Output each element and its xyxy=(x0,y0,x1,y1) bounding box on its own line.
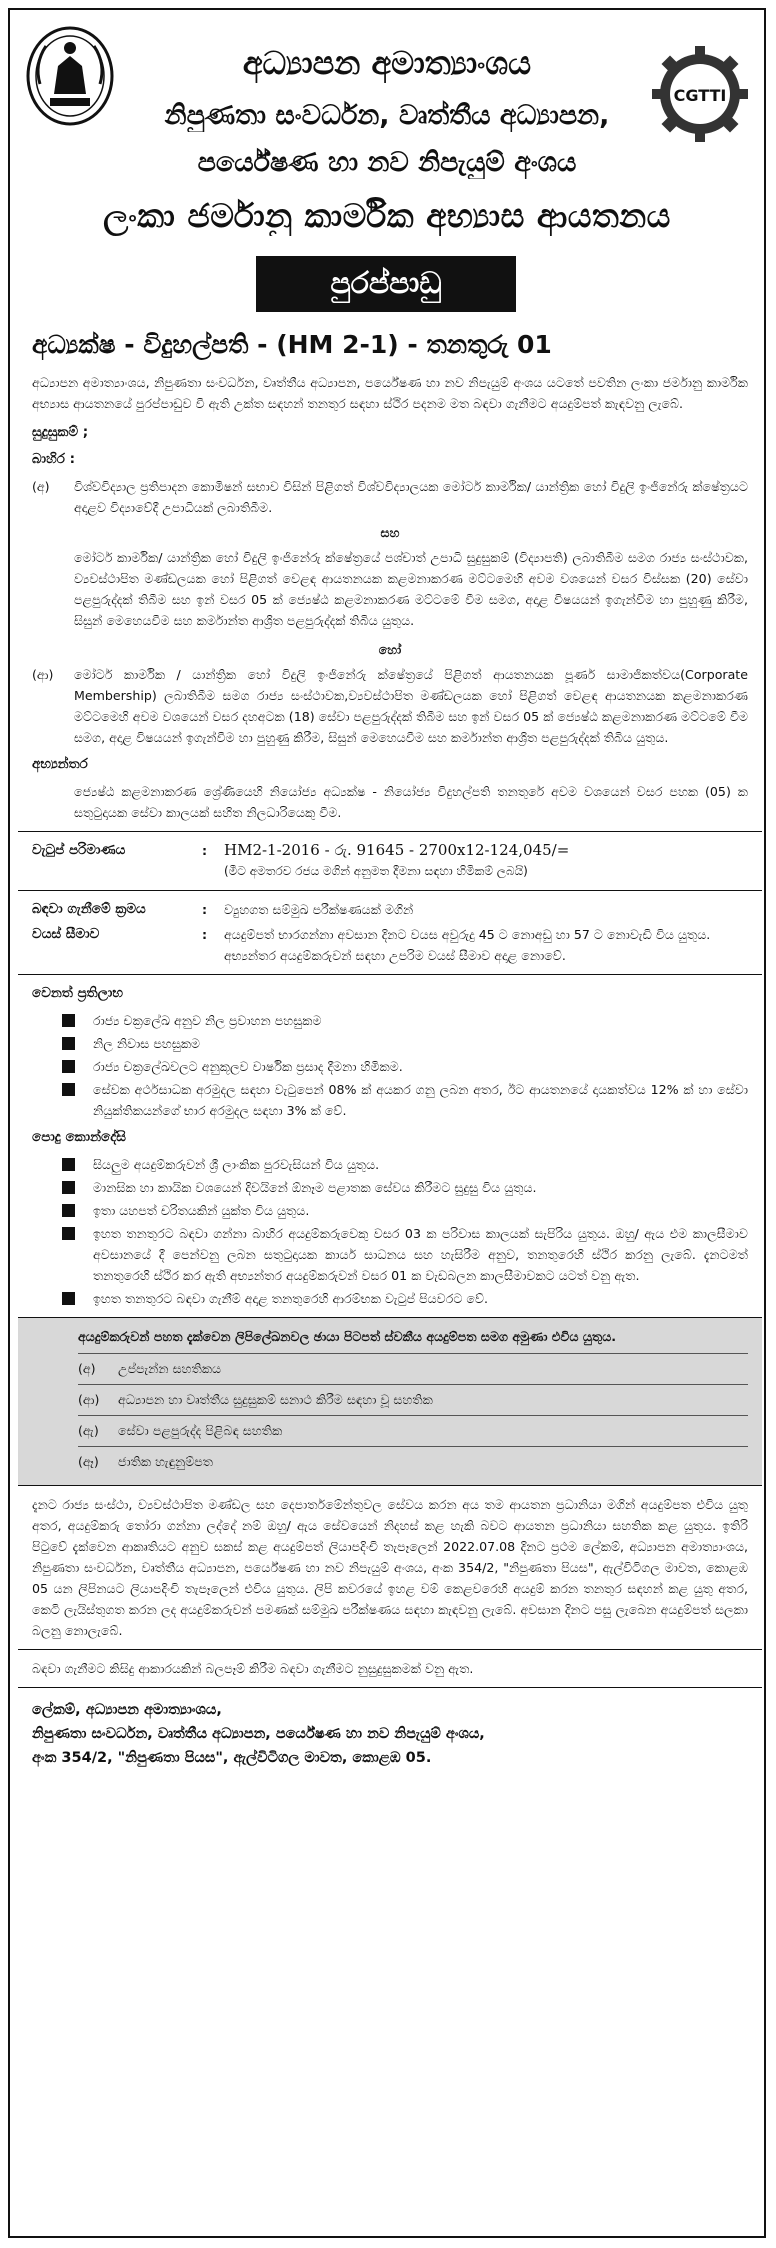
external-title: බාහිර : xyxy=(32,451,75,467)
list-item-text: සියලුම අයදුම්කරුවන් ශ්‍රී ලාංකික පුරවැසියන් විය යුතුය. xyxy=(93,1157,380,1172)
bullet-square-icon xyxy=(62,1158,75,1171)
ministry-heading: අධ්‍යාපන අමාත්‍යාංශය xyxy=(242,44,532,82)
document-text: අධ්‍යාපන හා වෘත්තීය සුදුසුකම් සනාථ කිරීම සඳහා වූ සහතික xyxy=(118,1392,433,1407)
list-item-text: රාජ්‍ය චක්‍රලේඛවලට අනුකූලව වාර්ෂික ප්‍රසාද දීමනා හිමිකම. xyxy=(93,1059,403,1074)
list-item-text: රාජ්‍ය චක්‍රලේඛ අනුව නිල ප්‍රවාහන පහසුකම xyxy=(93,1013,322,1028)
general-conditions-list xyxy=(32,1154,748,1309)
salary-label: වැටුප් පරිමාණය xyxy=(32,842,126,858)
signature-line: අංක 354/2, "නිපුණතා පියස", ඇල්විටිගල මාවත, කොළඹ 05. xyxy=(32,1750,432,1766)
salary-scale: HM2-1-2016 - රු. 91645 - 2700x12-124,045/= xyxy=(224,841,570,859)
divider xyxy=(18,1687,762,1688)
list-item-text: මානසික හා කායික වශයෙන් දිවයිනේ ඕනෑම පළාතක සේවය කිරීමට සුදුසු විය යුතුය. xyxy=(93,1180,537,1195)
qualification-marker: (අ) xyxy=(32,479,50,494)
document-text: ජාතික හැඳුනුම්පත xyxy=(118,1454,214,1469)
qualification-text: විශ්වවිද්‍යාල ප්‍රතිපාදන කොමිෂන් සභාව විසින් පිළිගත් විශ්වවිද්‍යාලයක මෝටර් කාර්මික/ යාන්ත්‍රික හෝ විදුලි ඉංජිනේරු ක්ෂේත්‍රයට අදාළව විද්‍යාවේදී උපාධියක් ලබාතිබීම. xyxy=(74,479,748,515)
list-item xyxy=(32,1056,748,1077)
salary-row xyxy=(32,840,748,882)
document-item xyxy=(78,1446,748,1477)
age-value: අයදුම්පත් භාරගන්නා අවසාන දිනට වයස අවුරුදු 45 ට නොඅඩු හා 57 ට නොවැඩි විය යුතුය. අභ්‍යන්තර අයදුම්කරුවන් සඳහා උපරිම වයස් සීමාව අදාළ නොවේ. xyxy=(224,927,711,963)
salary-note: (මීට අමතරව රජය මගින් අනුමත දීමනා සඳහා හිමිකම් ලබයි) xyxy=(224,864,528,878)
bullet-square-icon xyxy=(62,1181,75,1194)
benefits-title: වෙනත් ප්‍රතිලාභ xyxy=(32,985,123,1001)
list-item-text: ඉහත තනතුරට බඳවා ගැනීම් අදාළ තනතුරෙහි ආරම්භක වැටුප් පියවරට වේ. xyxy=(93,1291,489,1306)
intro-paragraph: අධ්‍යාපන අමාත්‍යාංශය, නිපුණතා සංවර්ධන, වෘත්තීය අධ්‍යාපන, පර්යේෂණ හා නව නිපැයුම් අංශය යටතේ පවතින ලංකා ජර්මානු කාර්මික අභ්‍යාස ආයතනයේ පුරප්පාඩුව වී ඇති උක්ත සඳහන් තනතුර සඳහා ස්ථිර පදනම මත බඳවා ගැනීමට අයදුම්පත් කැඳවනු ලැබේ. xyxy=(32,375,748,411)
warning-paragraph: බඳවා ගැනීමට කිසිදු ආකාරයකින් බලපෑම් කිරීම බඳවා ගැනීමට නුසුදුසුකමක් වනු ඇත. xyxy=(32,1661,474,1676)
bullet-square-icon xyxy=(62,1083,75,1096)
bullet-square-icon xyxy=(62,1060,75,1073)
document-marker: (ඇ) xyxy=(78,1423,99,1438)
signature-line: ලේකම්, අධ්‍යාපන අමාත්‍යාංශය, xyxy=(32,1702,222,1718)
joiner-and: සහ xyxy=(380,525,400,540)
internal-qualification-text: ජ්‍යෙෂ්ඨ කළමනාකරණ ශ්‍රේණියෙහි නියෝජ්‍ය අධ්‍යක්ෂ - නියෝජ්‍ය විදුහල්පති තනතුරේ අවම වශයෙන් වසර පහක (05) ක සතුටුදායක සේවා කාලයක් සහිත නිලධාරියෙකු වීම. xyxy=(74,784,748,820)
benefits-list xyxy=(32,1010,748,1121)
signature-block xyxy=(32,1698,748,1770)
general-conditions-title: පොදු කොන්දේසි xyxy=(32,1129,126,1145)
qualification-marker: (ආ) xyxy=(32,667,54,682)
divider xyxy=(18,974,762,975)
qualification-item-b xyxy=(32,664,748,748)
salary-colon: : xyxy=(202,843,208,858)
list-item-text: ඉතා යහපත් චරිතයකින් යුක්ත විය යුතුය. xyxy=(93,1203,310,1218)
advertisement-body xyxy=(32,372,748,1770)
documents-title: අයදුම්කරුවන් පහත දැක්වෙන ලිපිලේඛනවල ඡායා පිටපත් ස්වකීය අයදුම්පත සමග අමුණා එවිය යුතුය. xyxy=(78,1329,617,1344)
list-item xyxy=(32,1154,748,1175)
post-title: අධ්‍යක්ෂ - විදුහල්පති - (HM 2-1) - තනතුරු 01 xyxy=(32,330,552,359)
recruitment-row xyxy=(32,899,748,920)
list-item xyxy=(32,1177,748,1198)
divider xyxy=(18,831,762,832)
recruitment-value: ව්‍යුහගත සම්මුඛ පරීක්ෂණයක් මගින් xyxy=(224,902,414,917)
age-row xyxy=(32,924,748,966)
recruitment-colon: : xyxy=(202,902,208,917)
qualification-text: මෝටර් කාර්මික / යාන්ත්‍රික හෝ විදුලි ඉංජිනේරු ක්ෂේත්‍රයේ පිළිගත් ආයතනයක පූර්ණ සාමාජිකත්වය(Corporate Membership) ලබාතිබීම සමග රාජ්‍ය සංස්ථාවක,ව්‍යවස්ථාපිත මණ්ඩලයක හෝ පිළිගත් වෙළඳ ආයතනයක කළමනාකරණ මට්ටමෙහි අවම වශයෙන් වසර දහඅටක (18) සේවා පළපුරුද්දක් තිබීම සහ ඉන් වසර 05 ක් ජ්‍යෙෂ්ඨ කළමනාකරණ මට්ටමේ වීම සමග, අදාළ විෂයයන් ඉගැන්වීම හා පුහුණු කිරීම, සිසුන් මෙහෙයවීම සහ කර්මාන්ත ආශ්‍රිත පළපුරුද්දක් තිබිය යුතුය. xyxy=(74,667,748,745)
list-item-text: සේවක අර්ථසාධක අරමුදල සඳහා වැටුපෙන් 08% ක් අයකර ගනු ලබන අතර, ඊට ආයතනයේ දායකත්වය 12% ක් හා සේවා නියුක්තිකයන්ගේ භාර අරමුදල සඳහා 3% ක් වේ. xyxy=(93,1082,748,1118)
list-item xyxy=(32,1288,748,1309)
division-heading-line2: පර්යේෂණ හා නව නිපැයුම් අංශය xyxy=(197,147,577,178)
qualifications-title: සුදුසුකම් ; xyxy=(32,424,89,440)
bullet-square-icon xyxy=(62,1292,75,1305)
qualification-item-a-experience: මෝටර් කාර්මික/ යාන්ත්‍රික හෝ විදුලි ඉංජිනේරු ක්ෂේත්‍රයේ පශ්චාත් උපාධි සුදුසුකම් (විද්‍යාපති) ලබාතිබීම සමග රාජ්‍ය සංස්ථාවක, ව්‍යවස්ථාපිත මණ්ඩලයක හෝ පිළිගත් වෙළඳ ආයතනයක කළමනාකරණ මට්ටමෙහි අවම වශයෙන් වසර විස්සක (20) සේවා පළපුරුද්දක් තිබීම සහ ඉන් වසර 05 ක් ජ්‍යෙෂ්ඨ කළමනාකරණ මට්ටමේ වීම සමග, අදාළ විෂයයන් ඉගැන්වීම හා පුහුණු කිරීම, සිසුන් මෙහෙයවීම සහ කර්මාන්ත ආශ්‍රිත පළපුරුද්දක් තිබිය යුතුය. xyxy=(74,550,748,628)
divider xyxy=(18,1649,762,1650)
document-marker: (අ) xyxy=(78,1361,96,1376)
division-heading-line1: නිපුණතා සංවර්ධන, වෘත්තීය අධ්‍යාපන, xyxy=(164,100,610,131)
advertisement-frame xyxy=(8,8,766,2238)
bullet-square-icon xyxy=(62,1204,75,1217)
joiner-or: හෝ xyxy=(378,642,402,657)
bullet-square-icon xyxy=(62,1227,75,1240)
bullet-square-icon xyxy=(62,1014,75,1027)
signature-line: නිපුණතා සංවර්ධන, වෘත්තීය අධ්‍යාපන, පර්යේෂණ හා නව නිපැයුම් අංශය, xyxy=(32,1726,485,1742)
institute-heading: ලංකා ජර්මානු කාර්මික අභ්‍යාස ආයතනය xyxy=(103,196,671,235)
divider xyxy=(18,890,762,891)
list-item xyxy=(32,1223,748,1286)
document-text: සේවා පළපුරුද්ද පිළිබඳ සහතික xyxy=(118,1423,283,1438)
recruitment-label: බඳවා ගැනීමේ ක්‍රමය xyxy=(32,901,146,917)
list-item xyxy=(32,1079,748,1121)
document-item xyxy=(78,1415,748,1446)
header xyxy=(10,10,764,235)
list-item-text: ඉහත තනතුරට බඳවා ගන්නා බාහිර අයදුම්කරුවෙකු වසර 03 ක පරිවාස කාලයක් සැපිරිය යුතුය. ඔහු/ ඇය එම කාලසීමාව අවසානයේ දී පෙන්වනු ලබන සතුටුදායක කාර්ය සාධනය සහ හැසිරීම අනුව, තනතුරෙහි ස්ථිර කරනු ලැබේ. දැනටමත් තනතුරෙහි ස්ථිර කර ඇති අභ්‍යන්තර අයදුම්කරුවන් වසර 01 ක වැඩබලන කාලසීමාවකට යටත් වනු ඇත. xyxy=(93,1226,748,1283)
list-item-text: නිල නිවාස පහසුකම xyxy=(93,1036,201,1051)
document-marker: (ආ) xyxy=(78,1392,100,1407)
vacancies-banner: පුරප්පාඩු xyxy=(256,256,516,312)
document-item xyxy=(78,1353,748,1384)
document-text: උප්පැන්න සහතිකය xyxy=(118,1361,222,1376)
salary-value-block xyxy=(224,840,748,882)
document-marker: (ඈ) xyxy=(78,1454,99,1469)
age-colon: : xyxy=(202,927,208,942)
qualification-item-a xyxy=(32,476,748,518)
document-item xyxy=(78,1384,748,1415)
closing-paragraph: දැනට රාජ්‍ය සංස්ථා, ව්‍යවස්ථාපිත මණ්ඩල සහ දෙපාර්තමේන්තුවල සේවය කරන අය තම ආයතන ප්‍රධානියා මගින් අයදුම්පත එවිය යුතු අතර, අයදුම්කරු තෝරා ගන්නා ලද්දේ නම් ඔහු/ ඇය සේවයෙන් නිදහස් කළ හැකි බවට ආයතන ප්‍රධානියා සහතික කළ යුතුය. ඉතිරි පිටුවේ දැක්වෙන ආකෘතියට අනුව සකස් කළ අයදුම්පත් ලියාපදිංචි තැපෑලෙන් 2022.07.08 දිනට ප්‍රථම ලේකම්, අධ්‍යාපන අමාත්‍යාංශය, නිපුණතා සංවර්ධන, වෘත්තීය අධ්‍යාපන, පර්යේෂණ හා නව නිපැයුම් අංශය, අංක 354/2, "නිපුණතා පියස", ඇල්විටිගල මාවත, කොළඹ 05 යන ලිපිනයට ලියාපදිංචි තැපෑලෙන් එවිය යුතුය. ලිපි කවරයේ ඉහළ වම් කෙළවරෙහි අයදුම් කරන තනතුර සඳහන් කළ යුතු අතර, කෙටි ලැයිස්තුගත කරන ලද අයදුම්කරුවන් පමණක් සම්මුඛ පරීක්ෂණය සඳහා කැඳවනු ලැබේ. අවසාන දිනට පසු ලැබෙන අයදුම්පත් සලකා බලනු නොලැබේ. xyxy=(32,1497,748,1638)
age-label: වයස් සීමාව xyxy=(32,926,100,942)
internal-title: අභ්‍යන්තර xyxy=(32,756,88,772)
list-item xyxy=(32,1200,748,1221)
list-item xyxy=(32,1010,748,1031)
bullet-square-icon xyxy=(62,1037,75,1050)
documents-box xyxy=(18,1317,762,1486)
list-item xyxy=(32,1033,748,1054)
svg-text:CGTTI: CGTTI xyxy=(673,86,727,105)
